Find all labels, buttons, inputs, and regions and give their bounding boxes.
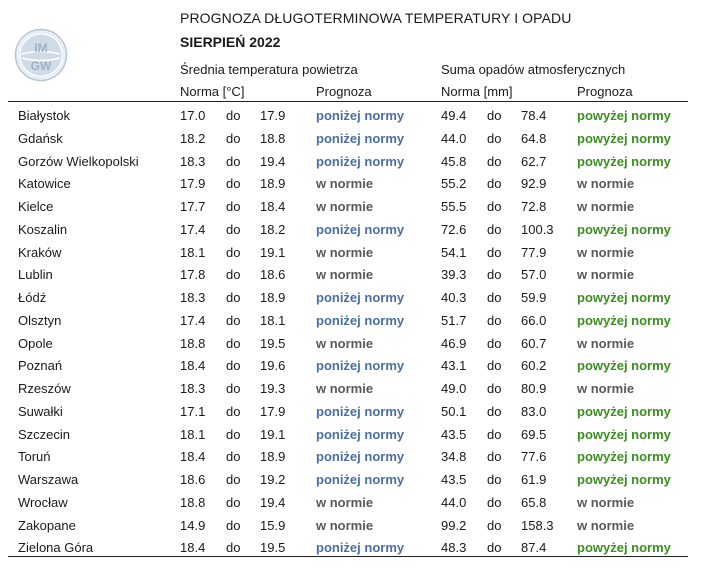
precip-norm-max: 64.8	[521, 130, 547, 146]
city-name: Łódź	[18, 290, 47, 305]
precip-norm-separator: do	[487, 267, 502, 283]
temp-forecast: poniżej normy	[316, 449, 405, 465]
temp-forecast-header: Prognoza	[316, 84, 372, 99]
table-row	[0, 218, 708, 241]
precip-norm-separator: do	[487, 312, 502, 328]
precip-norm-min: 54.1	[441, 244, 467, 260]
precip-norm-max: 92.9	[521, 176, 547, 192]
temp-forecast: poniżej normy	[316, 472, 405, 487]
temp-norm-separator: do	[226, 290, 241, 305]
temp-norm-separator: do	[226, 221, 241, 237]
table-row	[0, 309, 708, 332]
precip-norm-separator: do	[487, 290, 502, 305]
city-name: Zielona Góra	[18, 540, 94, 556]
temp-norm-max: 19.5	[260, 335, 286, 351]
temp-norm-min: 18.3	[180, 381, 206, 396]
precip-forecast: powyżej normy	[577, 221, 671, 237]
precip-forecast: powyżej normy	[577, 130, 671, 146]
temp-norm-separator: do	[226, 199, 241, 214]
table-bottom-rule	[8, 556, 688, 557]
temp-norm-separator: do	[226, 130, 241, 146]
precip-norm-max: 61.9	[521, 472, 547, 487]
precip-norm-min: 49.0	[441, 381, 467, 396]
city-name: Warszawa	[18, 472, 79, 487]
temp-norm-max: 18.9	[260, 290, 286, 305]
temp-norm-max: 17.9	[260, 403, 286, 419]
precip-norm-min: 55.5	[441, 199, 467, 214]
precip-forecast: powyżej normy	[577, 108, 671, 123]
temp-norm-max: 18.8	[260, 130, 286, 146]
precip-group-header: Suma opadów atmosferycznych	[441, 62, 626, 77]
precip-norm-separator: do	[487, 517, 502, 533]
precip-norm-max: 72.8	[521, 199, 547, 214]
precip-forecast: powyżej normy	[577, 312, 671, 328]
precip-norm-separator: do	[487, 176, 502, 192]
precip-norm-separator: do	[487, 130, 502, 146]
table-row	[0, 468, 708, 491]
precip-norm-separator: do	[487, 403, 502, 419]
city-name: Rzeszów	[18, 381, 71, 396]
table-row	[0, 150, 708, 173]
temp-norm-separator: do	[226, 540, 241, 556]
precip-forecast: powyżej normy	[577, 426, 671, 442]
precip-norm-min: 46.9	[441, 335, 467, 351]
page-title: PROGNOZA DŁUGOTERMINOWA TEMPERATURY I OPADU	[180, 10, 572, 26]
precip-norm-min: 48.3	[441, 540, 467, 556]
temp-norm-min: 18.8	[180, 494, 206, 510]
temp-forecast: w normie	[316, 381, 374, 396]
precip-norm-min: 43.1	[441, 358, 467, 374]
temp-norm-separator: do	[226, 108, 241, 123]
table-row	[0, 491, 708, 514]
temp-norm-separator: do	[226, 449, 241, 465]
precip-norm-max: 57.0	[521, 267, 547, 283]
city-name: Zakopane	[18, 517, 76, 533]
table-row	[0, 195, 708, 218]
temp-norm-max: 19.2	[260, 472, 286, 487]
precip-norm-max: 66.0	[521, 312, 547, 328]
temp-norm-min: 18.4	[180, 449, 206, 465]
city-name: Olsztyn	[18, 312, 62, 328]
precip-norm-separator: do	[487, 540, 502, 556]
precip-norm-max: 77.6	[521, 449, 547, 465]
precip-norm-max: 80.9	[521, 381, 547, 396]
precip-norm-max: 77.9	[521, 244, 547, 260]
temp-norm-min: 18.6	[180, 472, 206, 487]
table-row	[0, 400, 708, 423]
city-name: Suwałki	[18, 403, 63, 419]
city-name: Toruń	[18, 449, 51, 465]
precip-norm-separator: do	[487, 494, 502, 510]
temp-forecast: poniżej normy	[316, 290, 405, 305]
precip-norm-max: 60.7	[521, 335, 547, 351]
city-name: Szczecin	[18, 426, 71, 442]
city-name: Opole	[18, 335, 53, 351]
precip-norm-max: 59.9	[521, 290, 547, 305]
temp-norm-min: 18.3	[180, 153, 206, 169]
precip-norm-separator: do	[487, 358, 502, 374]
precip-norm-max: 65.8	[521, 494, 547, 510]
temp-norm-max: 19.5	[260, 540, 286, 556]
table-row	[0, 263, 708, 286]
precip-norm-min: 39.3	[441, 267, 467, 283]
precip-forecast: powyżej normy	[577, 290, 671, 305]
precip-norm-separator: do	[487, 221, 502, 237]
precip-norm-header: Norma [mm]	[441, 84, 513, 99]
temp-norm-max: 18.9	[260, 176, 286, 192]
precip-norm-max: 158.3	[521, 517, 554, 533]
temp-norm-separator: do	[226, 517, 241, 533]
table-row	[0, 172, 708, 195]
temp-forecast: poniżej normy	[316, 312, 405, 328]
temp-group-header: Średnia temperatura powietrza	[180, 62, 358, 77]
logo-text-bottom: GW	[30, 59, 52, 73]
temp-norm-min: 18.4	[180, 358, 206, 374]
temp-norm-max: 17.9	[260, 108, 286, 123]
city-name: Koszalin	[18, 221, 68, 237]
temp-norm-min: 17.4	[180, 221, 206, 237]
temp-forecast: w normie	[316, 335, 374, 351]
temp-forecast: poniżej normy	[316, 153, 405, 169]
precip-forecast: w normie	[577, 199, 635, 214]
city-name: Kielce	[18, 199, 54, 214]
temp-norm-separator: do	[226, 494, 241, 510]
temp-norm-min: 17.0	[180, 108, 206, 123]
temp-norm-max: 19.1	[260, 244, 286, 260]
precip-forecast: w normie	[577, 335, 635, 351]
table-row	[0, 514, 708, 537]
table-top-rule	[8, 101, 688, 102]
temp-forecast: w normie	[316, 494, 374, 510]
precip-norm-min: 40.3	[441, 290, 467, 305]
precip-norm-separator: do	[487, 381, 502, 396]
precip-norm-separator: do	[487, 108, 502, 123]
temp-forecast: poniżej normy	[316, 403, 405, 419]
city-name: Katowice	[18, 176, 71, 192]
temp-norm-max: 18.6	[260, 267, 286, 283]
precip-norm-min: 44.0	[441, 130, 467, 146]
temp-norm-separator: do	[226, 153, 241, 169]
temp-norm-separator: do	[226, 244, 241, 260]
table-row	[0, 377, 708, 400]
table-row	[0, 354, 708, 377]
temp-norm-max: 19.3	[260, 381, 286, 396]
temp-norm-max: 18.2	[260, 221, 286, 237]
precip-forecast: w normie	[577, 244, 635, 260]
temp-norm-min: 17.4	[180, 312, 206, 328]
precip-norm-separator: do	[487, 426, 502, 442]
precip-norm-max: 62.7	[521, 153, 547, 169]
table-row	[0, 104, 708, 127]
precip-norm-separator: do	[487, 244, 502, 260]
precip-forecast: w normie	[577, 517, 635, 533]
temp-norm-separator: do	[226, 472, 241, 487]
precip-norm-min: 43.5	[441, 472, 467, 487]
temp-norm-max: 19.4	[260, 494, 286, 510]
table-row	[0, 241, 708, 264]
precip-norm-separator: do	[487, 449, 502, 465]
city-name: Gorzów Wielkopolski	[18, 153, 139, 169]
temp-forecast: poniżej normy	[316, 426, 405, 442]
precip-forecast: w normie	[577, 494, 635, 510]
precip-norm-min: 55.2	[441, 176, 467, 192]
precip-norm-separator: do	[487, 199, 502, 214]
precip-norm-max: 78.4	[521, 108, 547, 123]
temp-norm-separator: do	[226, 312, 241, 328]
city-name: Poznań	[18, 358, 63, 374]
city-name: Lublin	[18, 267, 53, 283]
temp-norm-min: 18.1	[180, 426, 206, 442]
temp-norm-min: 14.9	[180, 517, 206, 533]
temp-forecast: w normie	[316, 176, 374, 192]
temp-norm-min: 18.2	[180, 130, 206, 146]
table-row	[0, 332, 708, 355]
city-name: Gdańsk	[18, 130, 63, 146]
table-row	[0, 127, 708, 150]
temp-forecast: poniżej normy	[316, 540, 405, 556]
precip-norm-min: 45.8	[441, 153, 467, 169]
precip-forecast: powyżej normy	[577, 472, 671, 487]
temp-norm-min: 18.1	[180, 244, 206, 260]
temp-norm-max: 18.9	[260, 449, 286, 465]
temp-forecast: w normie	[316, 517, 374, 533]
temp-norm-separator: do	[226, 426, 241, 442]
city-name: Białystok	[18, 108, 71, 123]
imgw-logo	[14, 28, 68, 82]
temp-forecast: w normie	[316, 199, 374, 214]
temp-forecast: poniżej normy	[316, 358, 405, 374]
temp-norm-min: 18.8	[180, 335, 206, 351]
precip-norm-separator: do	[487, 153, 502, 169]
page-subtitle: SIERPIEŃ 2022	[180, 34, 281, 50]
temp-norm-max: 18.1	[260, 312, 286, 328]
temp-norm-min: 17.8	[180, 267, 206, 283]
city-name: Wrocław	[18, 494, 68, 510]
temp-forecast: poniżej normy	[316, 130, 405, 146]
precip-norm-min: 43.5	[441, 426, 467, 442]
precip-norm-min: 49.4	[441, 108, 467, 123]
precip-forecast: w normie	[577, 267, 635, 283]
precip-norm-max: 83.0	[521, 403, 547, 419]
temp-norm-max: 18.4	[260, 199, 286, 214]
city-name: Kraków	[18, 244, 62, 260]
temp-forecast: w normie	[316, 267, 374, 283]
table-row	[0, 286, 708, 309]
precip-forecast: powyżej normy	[577, 153, 671, 169]
precip-norm-min: 50.1	[441, 403, 467, 419]
logo-text-top: IM	[34, 41, 48, 55]
temp-forecast: poniżej normy	[316, 221, 405, 237]
forecast-table	[0, 104, 708, 559]
temp-norm-min: 17.1	[180, 403, 206, 419]
temp-norm-min: 18.4	[180, 540, 206, 556]
temp-norm-min: 18.3	[180, 290, 206, 305]
precip-forecast: w normie	[577, 381, 635, 396]
precip-norm-max: 60.2	[521, 358, 547, 374]
temp-norm-separator: do	[226, 403, 241, 419]
temp-norm-separator: do	[226, 335, 241, 351]
temp-norm-min: 17.9	[180, 176, 206, 192]
temp-norm-separator: do	[226, 176, 241, 192]
table-row	[0, 423, 708, 446]
precip-norm-min: 34.8	[441, 449, 467, 465]
temp-norm-max: 19.1	[260, 426, 286, 442]
temp-forecast: w normie	[316, 244, 374, 260]
precip-forecast-header: Prognoza	[577, 84, 633, 99]
precip-forecast: powyżej normy	[577, 449, 671, 465]
precip-forecast: w normie	[577, 176, 635, 192]
temp-norm-max: 15.9	[260, 517, 286, 533]
precip-norm-max: 100.3	[521, 221, 554, 237]
precip-norm-min: 51.7	[441, 312, 467, 328]
precip-forecast: powyżej normy	[577, 540, 671, 556]
precip-norm-separator: do	[487, 335, 502, 351]
temp-forecast: poniżej normy	[316, 108, 405, 123]
temp-norm-separator: do	[226, 381, 241, 396]
temp-norm-min: 17.7	[180, 199, 206, 214]
temp-norm-separator: do	[226, 267, 241, 283]
temp-norm-header: Norma [°C]	[180, 84, 245, 99]
precip-forecast: powyżej normy	[577, 358, 671, 374]
temp-norm-max: 19.4	[260, 153, 286, 169]
precip-norm-min: 44.0	[441, 494, 467, 510]
temp-norm-separator: do	[226, 358, 241, 374]
table-row	[0, 445, 708, 468]
precip-forecast: powyżej normy	[577, 403, 671, 419]
temp-norm-max: 19.6	[260, 358, 286, 374]
precip-norm-separator: do	[487, 472, 502, 487]
precip-norm-max: 69.5	[521, 426, 547, 442]
precip-norm-min: 99.2	[441, 517, 467, 533]
precip-norm-max: 87.4	[521, 540, 547, 556]
precip-norm-min: 72.6	[441, 221, 467, 237]
